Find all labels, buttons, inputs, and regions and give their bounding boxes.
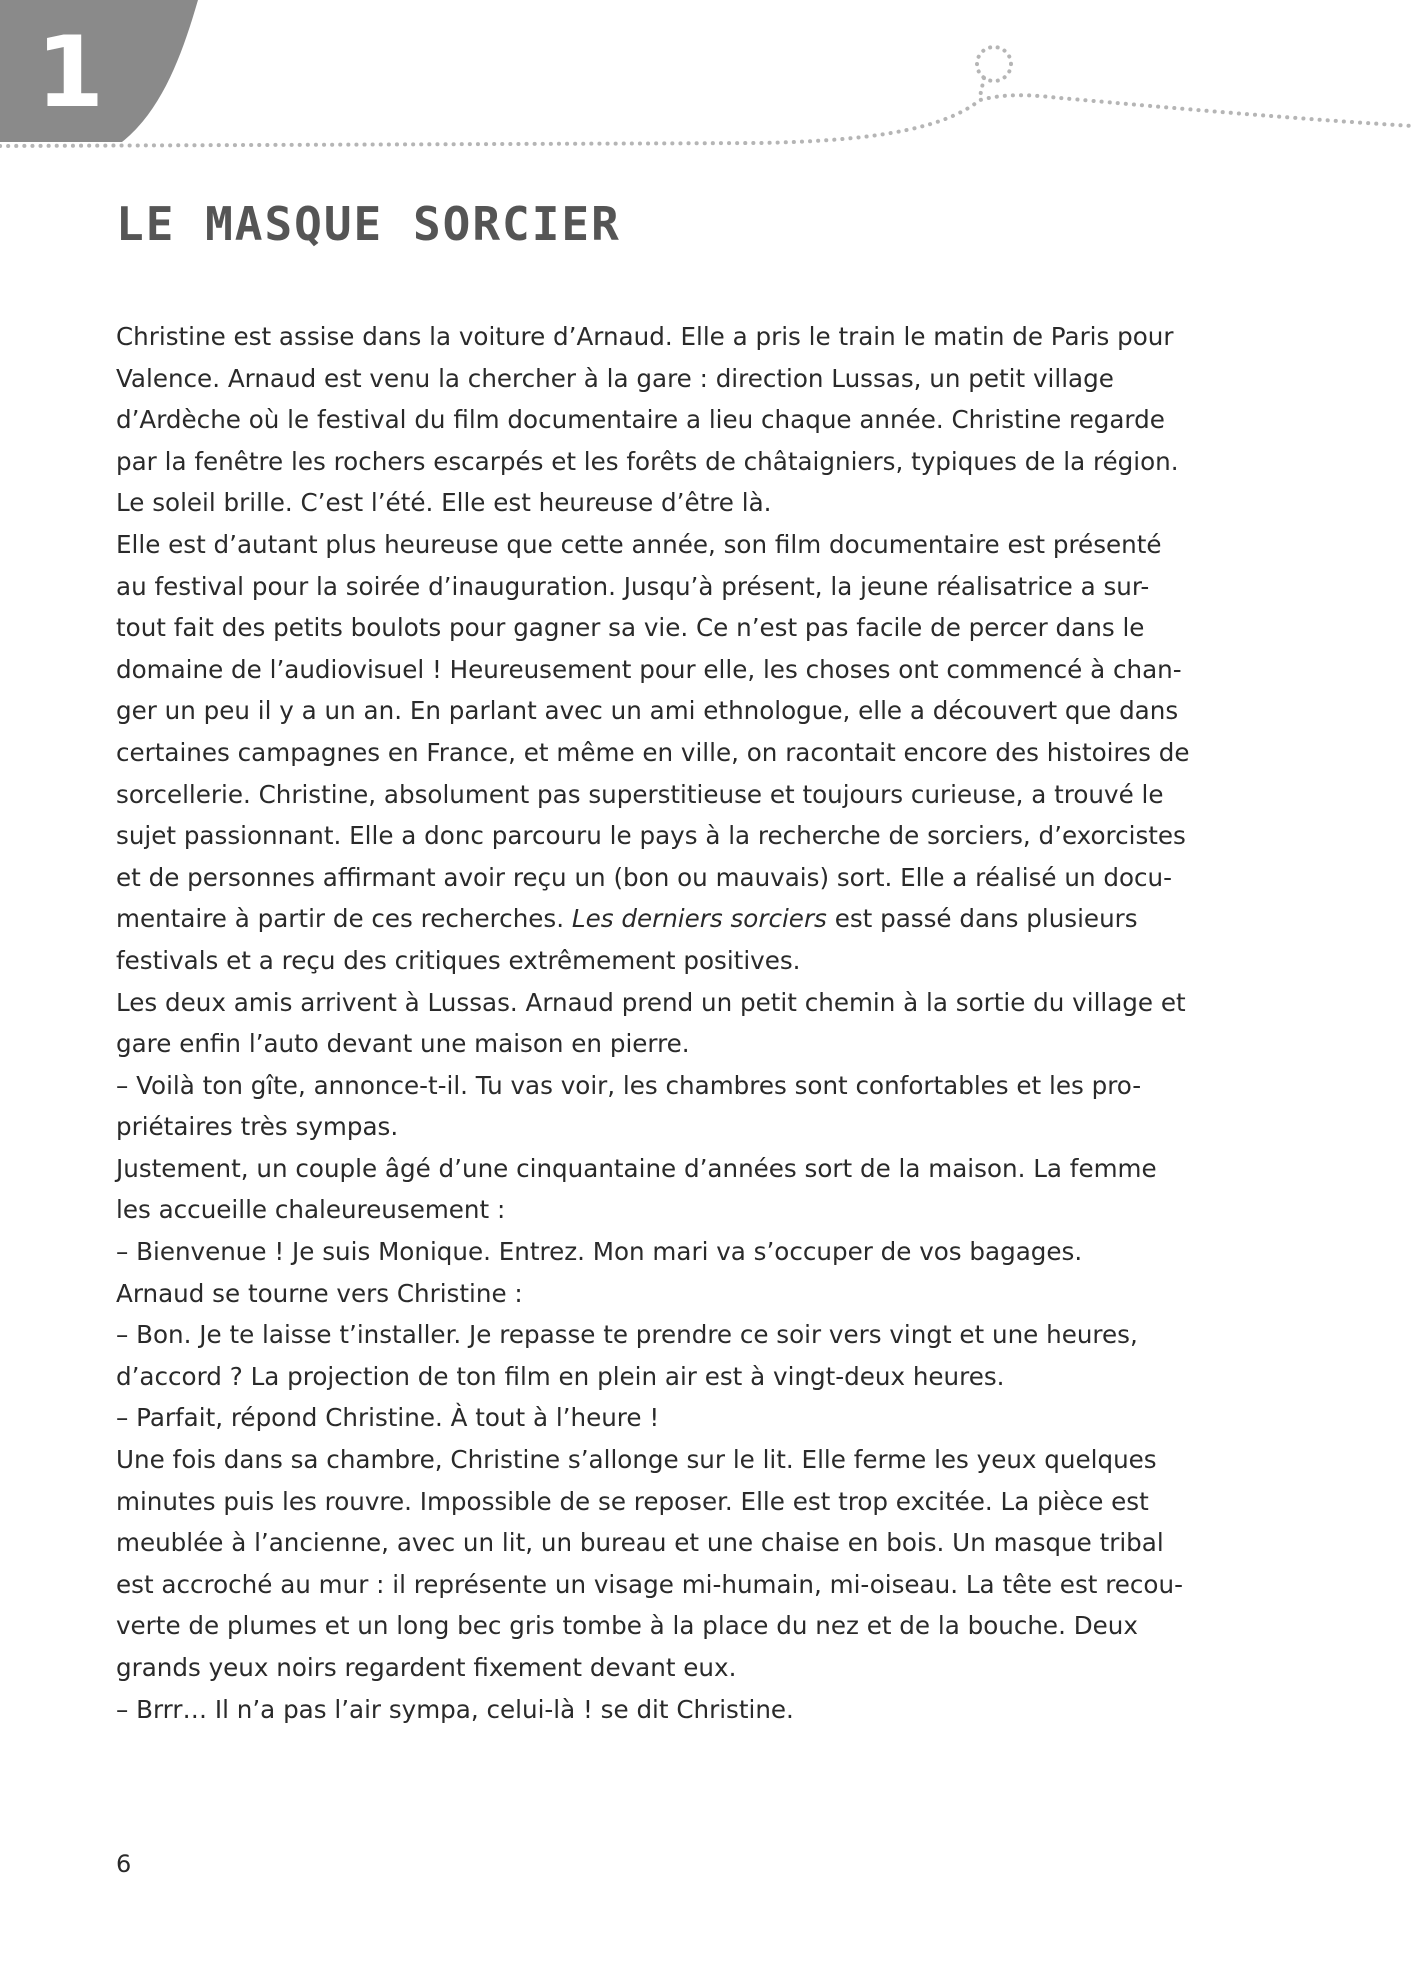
text-line: Elle est d’autant plus heureuse que cette année, son film documentaire est présenté: [116, 529, 1162, 559]
text-line: Le soleil brille. C’est l’été. Elle est heureuse d’être là.: [116, 488, 772, 518]
text-line: les accueille chaleureusement :: [116, 1195, 506, 1225]
text-line: au festival pour la soirée d’inauguration. Jusqu’à présent, la jeune réalisatrice a sur-: [116, 571, 1150, 601]
text-line: grands yeux noirs regardent fixement devant eux.: [116, 1653, 737, 1682]
chapter-title: LE MASQUE SORCIER: [116, 197, 621, 251]
text-line: Valence. Arnaud est venu la chercher à la gare : direction Lussas, un petit village: [116, 363, 1114, 393]
text-line: d’Ardèche où le festival du film documentaire a lieu chaque année. Christine regarde: [116, 405, 1165, 435]
text-line: tout fait des petits boulots pour gagner sa vie. Ce n’est pas facile de percer dans le: [116, 613, 1145, 643]
text-line-end: est passé dans plusieurs: [826, 904, 1138, 934]
text-line: minutes puis les rouvre. Impossible de se reposer. Elle est trop excitée. La pièce est: [116, 1486, 1149, 1516]
text-line: – Bon. Je te laisse t’installer. Je repasse te prendre ce soir vers vingt et une heures,: [116, 1320, 1138, 1350]
text-line: verte de plumes et un long bec gris tombe à la place du nez et de la bouche. Deux: [116, 1611, 1138, 1641]
text-line: Les deux amis arrivent à Lussas. Arnaud prend un petit chemin à la sortie du village et: [116, 987, 1186, 1017]
text-line: gare enfin l’auto devant une maison en pierre.: [116, 1029, 690, 1059]
chapter-header-decoration: [0, 0, 1413, 170]
text-line: sorcellerie. Christine, absolument pas superstitieuse et toujours curieuse, a trouvé le: [116, 779, 1164, 809]
text-line: – Brrr… Il n’a pas l’air sympa, celui-là ! se dit Christine.: [116, 1694, 794, 1724]
dotted-loop-ornament: [977, 47, 1011, 81]
text-line: – Parfait, répond Christine. À tout à l’heure !: [116, 1403, 660, 1433]
text-line: par la fenêtre les rochers escarpés et les forêts de châtaigniers, typiques de la région.: [116, 446, 1179, 476]
text-line: sujet passionnant. Elle a donc parcouru le pays à la recherche de sorciers, d’exorcistes: [116, 821, 1186, 851]
chapter-body-text: [116, 316, 1236, 1730]
dotted-header-line: [0, 95, 1413, 146]
text-line: Christine est assise dans la voiture d’Arnaud. Elle a pris le train le matin de Paris pour: [116, 322, 1174, 351]
text-line: et de personnes affirmant avoir reçu un (bon ou mauvais) sort. Elle a réalisé un docu-: [116, 862, 1172, 892]
text-line: – Bienvenue ! Je suis Monique. Entrez. Mon mari va s’occuper de vos bagages.: [116, 1237, 1083, 1267]
text-line: certaines campagnes en France, et même en ville, on racontait encore des histoires de: [116, 737, 1190, 767]
text-line: domaine de l’audiovisuel ! Heureusement pour elle, les choses ont commencé à chan-: [116, 654, 1182, 684]
text-line: priétaires très sympas.: [116, 1112, 399, 1142]
dotted-loop-tail: [980, 78, 984, 100]
text-line-start: mentaire à partir de ces recherches.: [116, 904, 572, 934]
text-line-with-film-title: [116, 898, 1236, 940]
text-line: est accroché au mur : il représente un visage mi-humain, mi-oiseau. La tête est recou-: [116, 1569, 1183, 1599]
chapter-number: 1: [36, 16, 105, 130]
text-line: Justement, un couple âgé d’une cinquantaine d’années sort de la maison. La femme: [116, 1153, 1157, 1183]
text-line: festivals et a reçu des critiques extrêmement positives.: [116, 945, 801, 975]
text-line: ger un peu il y a un an. En parlant avec un ami ethnologue, elle a découvert que dans: [116, 696, 1179, 726]
text-line: d’accord ? La projection de ton film en plein air est à vingt-deux heures.: [116, 1361, 1005, 1391]
text-line: Arnaud se tourne vers Christine :: [116, 1278, 523, 1308]
text-line: Une fois dans sa chambre, Christine s’allonge sur le lit. Elle ferme les yeux quelques: [116, 1445, 1157, 1475]
page-number: 6: [116, 1850, 132, 1878]
text-line: meublée à l’ancienne, avec un lit, un bureau et une chaise en bois. Un masque tribal: [116, 1528, 1164, 1558]
text-line: – Voilà ton gîte, annonce-t-il. Tu vas voir, les chambres sont confortables et les pro-: [116, 1070, 1142, 1100]
film-title-italic: Les derniers sorciers: [571, 904, 827, 934]
